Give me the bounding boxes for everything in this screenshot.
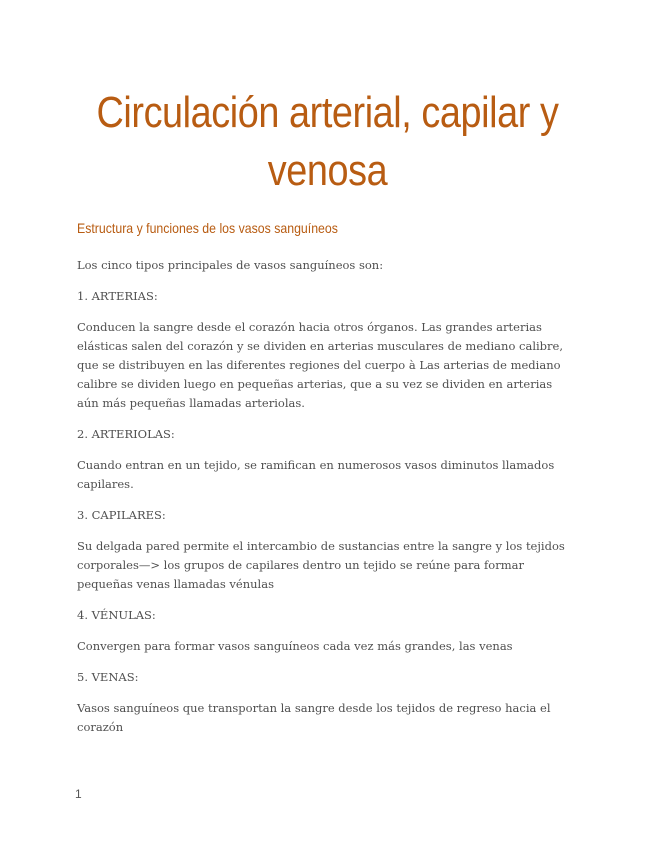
intro-paragraph: Los cinco tipos principales de vasos sanguíneos son: — [77, 258, 384, 272]
section-body-arterias: Conducen la sangre desde el corazón hacia otros órganos. Las grandes arterias elásticas salen del corazón y se dividen en arterias musculares de mediano calibre, que se distribuyen en las diferentes regiones del cuerpo à Las arterias de mediano calibre se dividen luego en pequeñas arterias, que a su vez se dividen en arterias aún más pequeñas llamadas arteriolas. — [77, 320, 563, 410]
page-title: Circulación arterial, capilar y venosa — [96, 88, 559, 195]
section-heading-venas: 5. VENAS: — [77, 670, 139, 684]
section-heading-venulas: 4. VÉNULAS: — [77, 608, 156, 622]
section-heading-arteriolas: 2. ARTERIOLAS: — [77, 427, 175, 441]
section-heading-arterias: 1. ARTERIAS: — [77, 289, 158, 303]
section-heading-capilares: 3. CAPILARES: — [77, 508, 166, 522]
section-subtitle: Estructura y funciones de los vasos sanguíneos — [77, 220, 338, 236]
section-body-arteriolas: Cuando entran en un tejido, se ramifican en numerosos vasos diminutos llamados capilares. — [77, 458, 555, 491]
section-body-venulas: Convergen para formar vasos sanguíneos cada vez más grandes, las venas — [77, 639, 513, 653]
page-number: 1 — [75, 787, 82, 801]
section-body-venas: Vasos sanguíneos que transportan la sangre desde los tejidos de regreso hacia el corazón — [77, 701, 551, 734]
document-body — [77, 256, 577, 749]
section-body-capilares: Su delgada pared permite el intercambio de sustancias entre la sangre y los tejidos corporales—> los grupos de capilares dentro un tejido se reúne para formar pequeñas venas llamadas vénulas — [77, 539, 565, 591]
